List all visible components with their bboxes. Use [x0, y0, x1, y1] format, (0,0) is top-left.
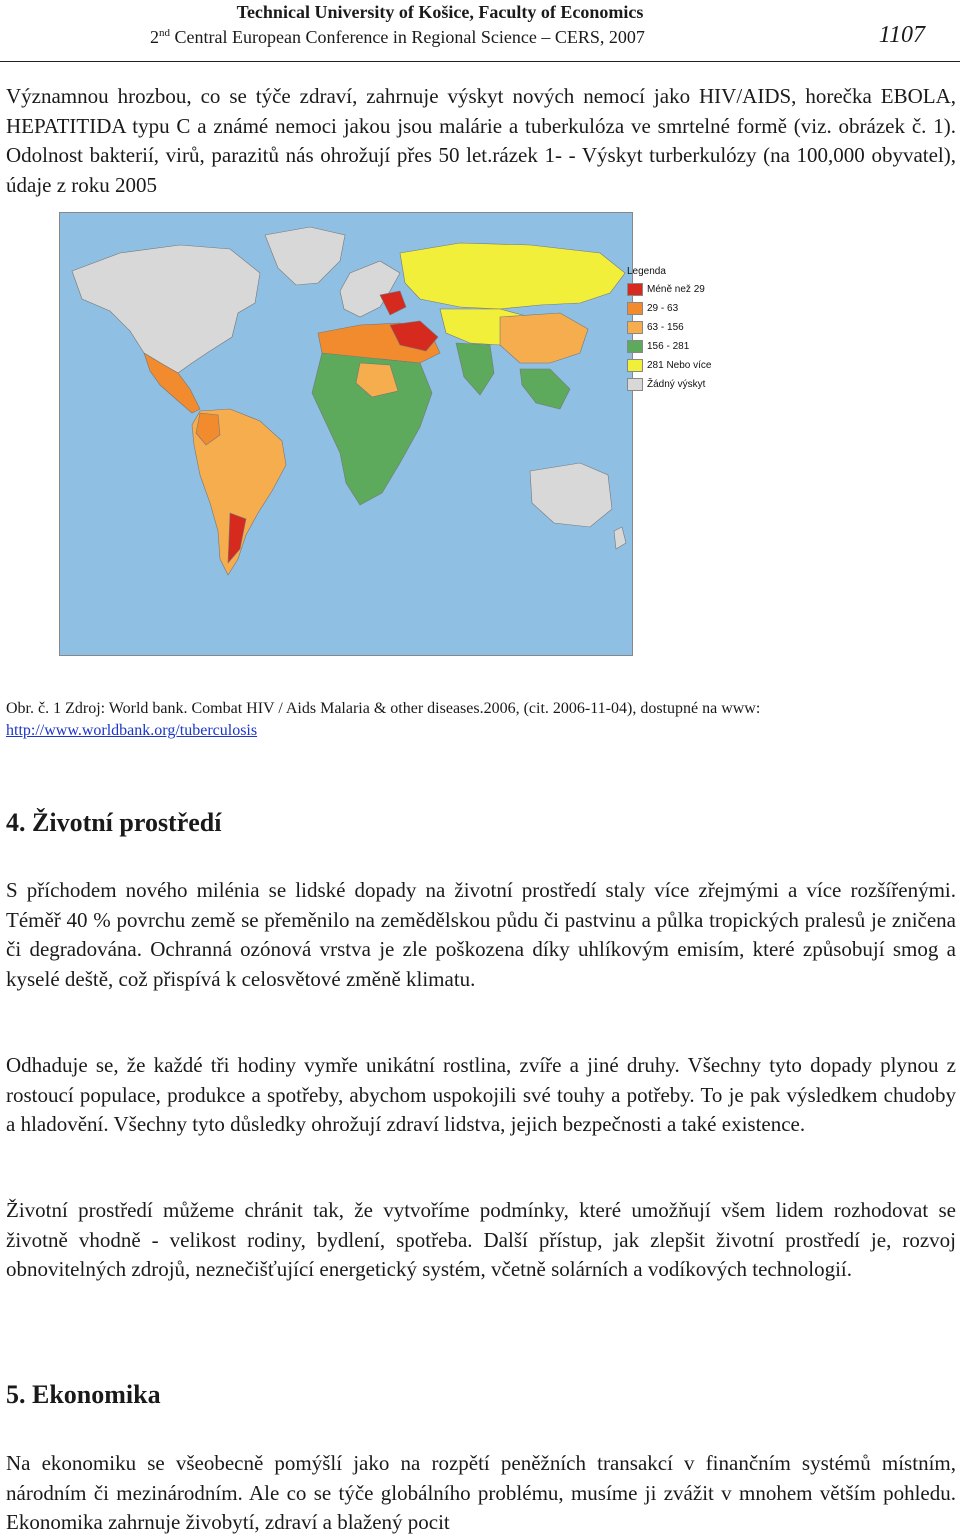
header-rule [0, 61, 960, 62]
legend-heading: Legenda [627, 266, 666, 277]
section-heading-4: 4. Životní prostředí [6, 808, 222, 837]
tuberculosis-world-map [59, 212, 633, 656]
section4-paragraph-1: S příchodem nového milénia se lidské dopady na životní prostředí staly více zřejmými a více rozšířenými. Téměř 40 % povrchu země se přeměnilo na zemědělskou půdu či pastvinu a půlka tropických pralesů je zničena či degradována. Ochranná ozónová vrstva je zle poškozena díky uhlíkovým emisím, které způsobují smog a kyselé deště, což přispívá k celosvětové změně klimatu. [6, 878, 956, 991]
university-title: Technical University of Košice, Faculty of Economics [236, 2, 644, 22]
legend-label: 29 - 63 [647, 303, 679, 314]
legend-label: 156 - 281 [647, 341, 690, 352]
russia [400, 243, 625, 309]
world-map-graphic [60, 213, 632, 655]
legend-swatch [627, 359, 643, 372]
section-heading-5: 5. Ekonomika [6, 1380, 161, 1409]
legend-swatch [627, 378, 643, 391]
legend-item [627, 321, 723, 334]
caption-link[interactable]: http://www.worldbank.org/tuberculosis [6, 722, 258, 739]
section4-paragraph-2: Odhaduje se, že každé tři hodiny vymře unikátní rostlina, zvíře a jiné druhy. Všechny tyto dopady plynou z rostoucí populace, produkce a spotřeby, abychom uspokojili své touhy a potřeby. To je pak výsledkem chudoby a hladovění. Všechny tyto důsledky ohrožují zdraví lidstva, jejich bezpečnosti a také existence. [6, 1053, 956, 1136]
legend-label: 63 - 156 [647, 322, 684, 333]
caption-text: Obr. č. 1 Zdroj: World bank. Combat HIV / Aids Malaria & other diseases.2006, (cit. 2006-11-04), dostupné na www: [6, 700, 761, 717]
section5-paragraph-1: Na ekonomiku se všeobecně pomýšlí jako na rozpětí peněžních transakcí v finančním systémů místním, národním či mezinárodním. Ale co se týče globálního problému, musíme ji zvážit v mnohem větším pohledu. Ekonomika zahrnuje živobytí, zdraví a blažený pocit [6, 1451, 956, 1534]
legend-swatch [627, 321, 643, 334]
legend-label: 281 Nebo více [647, 360, 712, 371]
legend-item [627, 340, 723, 353]
legend-item [627, 302, 723, 315]
figure-caption [6, 698, 760, 742]
page-number: 1107 [878, 22, 925, 48]
legend-label: Méně než 29 [647, 284, 705, 295]
section4-paragraph-3: Životní prostředí můžeme chránit tak, že vytvoříme podmínky, které umožňují všem lidem rozhodovat se životně vhodně - velikost rodiny, bydlení, spotřeba. Další přístup, jak zlepšit životní prostředí je, rozvoj obnovitelných zdrojů, neznečišťující energetický systém, včetně solárních a vodíkových technologií. [6, 1198, 956, 1281]
legend-swatch [627, 302, 643, 315]
legend-swatch [627, 340, 643, 353]
legend-item [627, 283, 723, 296]
legend-label: Žádný výskyt [647, 379, 706, 390]
legend-list [627, 283, 723, 391]
legend-swatch [627, 283, 643, 296]
conference-title: 2nd Central European Conference in Regional Science – CERS, 2007 [150, 27, 645, 47]
map-legend-panel [627, 266, 723, 397]
legend-item [627, 378, 723, 391]
legend-item [627, 359, 723, 372]
intro-paragraph: Významnou hrozbou, co se týče zdraví, zahrnuje výskyt nových nemocí jako HIV/AIDS, horečka EBOLA, HEPATITIDA typu C a známé nemoci jakou jsou malárie a tuberkulóza ve smrtelné formě (viz. obrázek č. 1). Odolnost bakterií, virů, parazitů nás ohrožují přes 50 let.rázek 1- - Výskyt turberkulózy (na 100,000 obyvatel), údaje z roku 2005 [6, 84, 956, 197]
